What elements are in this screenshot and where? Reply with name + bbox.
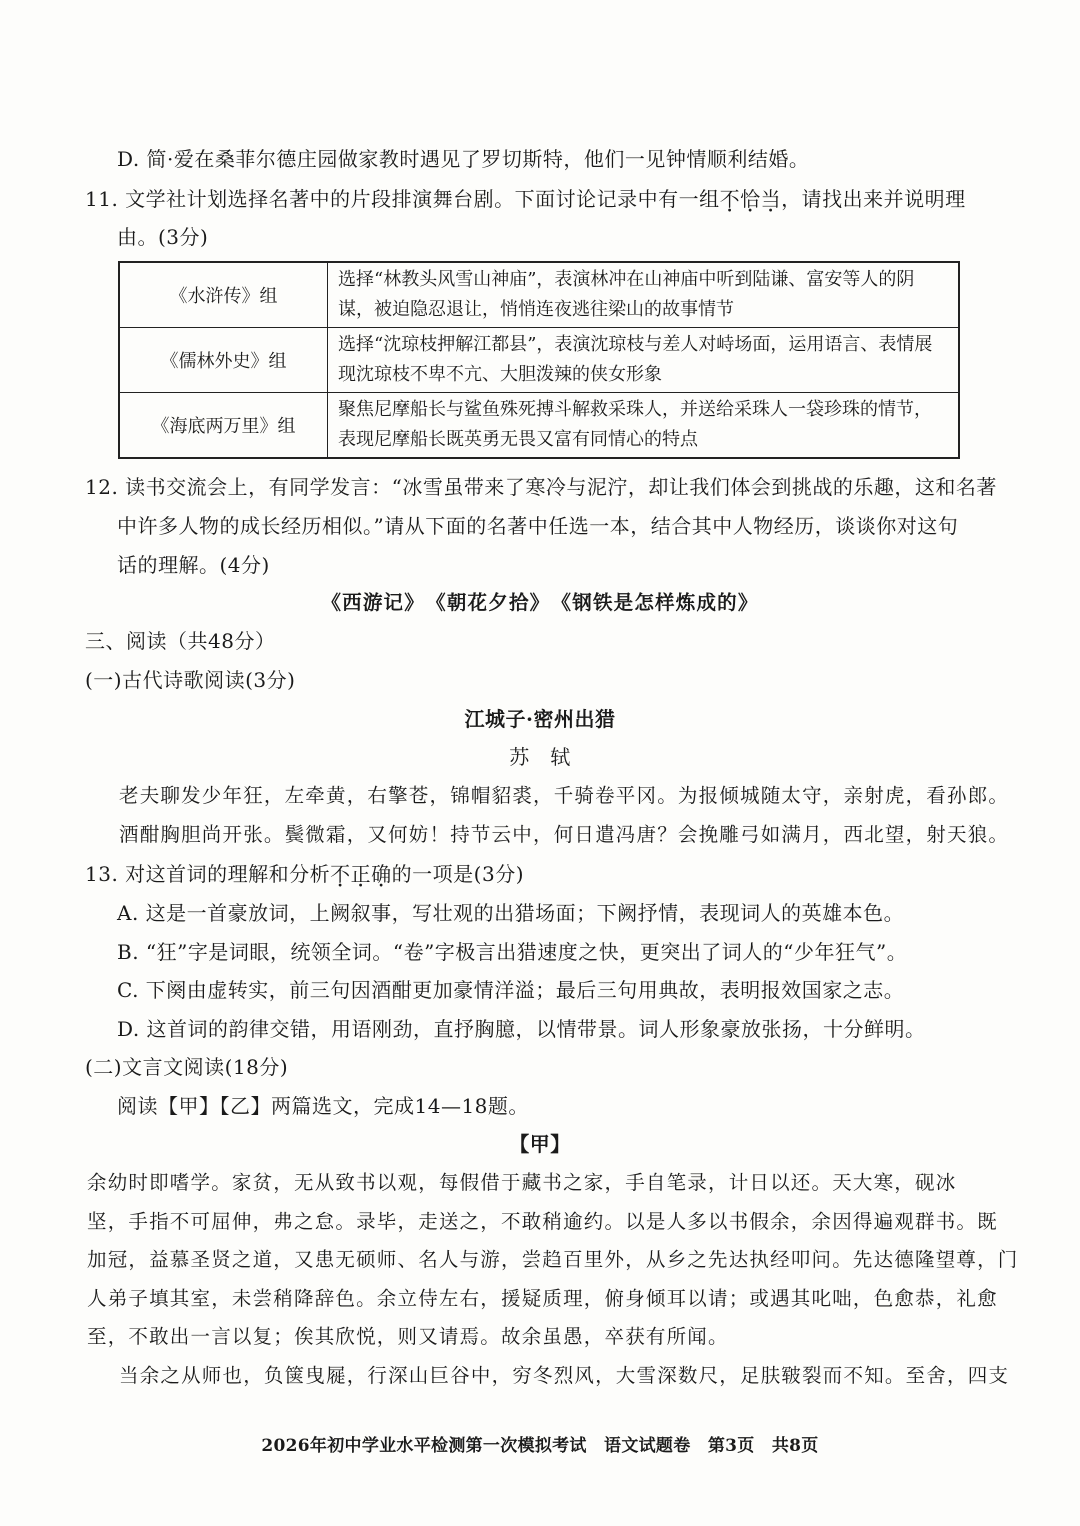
poem-line: 老夫聊发少年狂，左牵黄，右擎苍，锦帽貂裘，千骑卷平冈。为报倾城随太守，亲射虎，看孙郎。 bbox=[119, 784, 1010, 807]
q11-stem-post: ，请找出来并说明理 bbox=[781, 187, 966, 211]
q13-emph-char: 不 bbox=[330, 862, 351, 886]
q13-stem-pre: 13. 对这首词的理解和分析 bbox=[85, 862, 331, 886]
table-desc-cell: 聚焦尼摩船长与鲨鱼殊死搏斗解救采珠人，并送给采珠人一袋珍珠的情节，表现尼摩船长既英勇无畏又富有同情心的特点 bbox=[328, 393, 960, 459]
q10-option-d: D. 简·爱在桑菲尔德庄园做家教时遇见了罗切斯特，他们一见钟情顺利结婚。 bbox=[117, 147, 810, 171]
discussion-table bbox=[118, 261, 960, 459]
poem-title: 江城子·密州出猎 bbox=[464, 707, 616, 731]
table-row bbox=[119, 393, 959, 459]
passage-line: 当余之从师也，负箧曳屣，行深山巨谷中，穷冬烈风，大雪深数尺，足肤皲裂而不知。至舍，四支 bbox=[119, 1364, 1010, 1387]
classical-section-title: (二)文言文阅读(18分) bbox=[85, 1055, 289, 1079]
poem-author: 苏 轼 bbox=[509, 745, 571, 769]
q13-option-c: C. 下阕由虚转实，前三句因酒酣更加豪情洋溢；最后三句用典故，表明报效国家之志。 bbox=[117, 978, 905, 1002]
poetry-section-title: (一)古代诗歌阅读(3分) bbox=[85, 668, 296, 692]
classical-instruction: 阅读【甲】【乙】两篇选文，完成14—18题。 bbox=[117, 1094, 529, 1118]
q12-stem-line2: 中许多人物的成长经历相似。”请从下面的名著中任选一本，结合其中人物经历，谈谈你对这句 bbox=[117, 514, 959, 538]
q11-stem-line2: 由。(3分) bbox=[117, 225, 209, 249]
table-group-cell: 《儒林外史》组 bbox=[119, 328, 328, 393]
q13-option-a: A. 这是一首豪放词，上阙叙事，写壮观的出猎场面；下阙抒情，表现词人的英雄本色。 bbox=[117, 901, 905, 925]
passage-jia-label: 【甲】 bbox=[509, 1132, 571, 1156]
q11-emph-char: 恰 bbox=[740, 187, 761, 211]
q12-stem-line1: 12. 读书交流会上，有同学发言：“冰雪虽带来了寒冷与泥泞，却让我们体会到挑战的乐趣，这和名著 bbox=[85, 475, 997, 499]
q13-stem bbox=[85, 858, 524, 887]
q11-stem-line1 bbox=[85, 183, 966, 212]
q13-stem-post: 的一项是(3分) bbox=[391, 862, 525, 886]
passage-line: 坚，手指不可屈伸，弗之怠。录毕，走送之，不敢稍逾约。以是人多以书假余，余因得遍观群书。既 bbox=[87, 1210, 998, 1233]
passage-line: 至，不敢出一言以复；俟其欣悦，则又请焉。故余虽愚，卒获有所闻。 bbox=[87, 1325, 729, 1348]
passage-line: 加冠，益慕圣贤之道，又患无硕师、名人与游，尝趋百里外，从乡之先达执经叩问。先达德隆望尊，门 bbox=[87, 1248, 1019, 1271]
table-desc-cell: 选择“沈琼枝押解江都县”，表演沈琼枝与差人对峙场面，运用语言、表情展现沈琼枝不卑不亢、大胆泼辣的侠女形象 bbox=[328, 328, 960, 393]
table-desc-cell: 选择“林教头风雪山神庙”，表演林冲在山神庙中听到陆谦、富安等人的阴谋，被迫隐忍退让，悄悄连夜逃往梁山的故事情节 bbox=[328, 262, 960, 328]
q13-emph-char: 确 bbox=[371, 862, 392, 886]
table-row bbox=[119, 262, 959, 328]
q13-option-d: D. 这首词的韵律交错，用语刚劲，直抒胸臆，以情带景。词人形象豪放张扬，十分鲜明。 bbox=[117, 1017, 926, 1041]
passage-line: 余幼时即嗜学。家贫，无从致书以观，每假借于藏书之家，手自笔录，计日以还。天大寒，砚冰 bbox=[87, 1171, 957, 1194]
page-footer: 2026年初中学业水平检测第一次模拟考试 语文试题卷 第3页 共8页 bbox=[261, 1436, 819, 1456]
q11-emph-char: 当 bbox=[760, 187, 782, 211]
passage-line: 人弟子填其室，未尝稍降辞色。余立侍左右，援疑质理，俯身倾耳以请；或遇其叱咄，色愈恭，礼愈 bbox=[87, 1287, 998, 1310]
table-group-cell: 《水浒传》组 bbox=[119, 262, 328, 328]
q11-stem-pre: 11. 文学社计划选择名著中的片段排演舞台剧。下面讨论记录中有一组 bbox=[85, 187, 720, 211]
q13-option-b: B. “狂”字是词眼，统领全词。“卷”字极言出猎速度之快，更突出了词人的“少年狂气”。 bbox=[117, 940, 908, 964]
table-row bbox=[119, 328, 959, 393]
q11-emph-char: 不 bbox=[719, 187, 741, 211]
section3-title: 三、阅读（共48分） bbox=[85, 629, 276, 653]
poem-line: 酒酣胸胆尚开张。鬓微霜，又何妨！持节云中，何日遣冯唐？会挽雕弓如满月，西北望，射天狼。 bbox=[119, 823, 1010, 846]
q12-stem-line3: 话的理解。(4分) bbox=[117, 553, 270, 577]
q12-book-list: 《西游记》 《朝花夕拾》 《钢铁是怎样炼成的》 bbox=[321, 591, 759, 614]
table-group-cell: 《海底两万里》组 bbox=[119, 393, 328, 459]
q13-emph-char: 正 bbox=[350, 862, 372, 886]
